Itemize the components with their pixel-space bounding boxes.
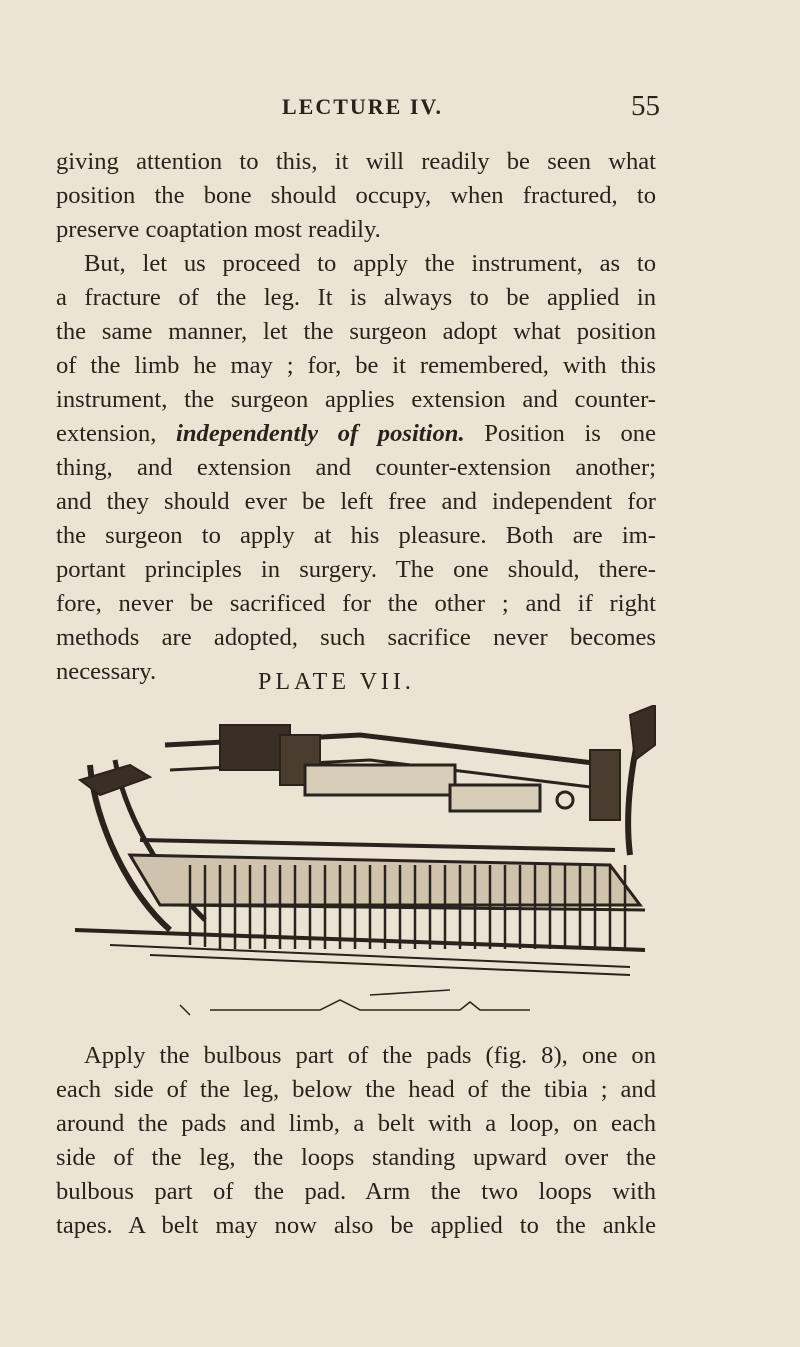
text-line: Apply the bulbous part of the pads (fig. 8), one on [84,1042,656,1069]
plate-illustration [70,705,660,1035]
strap-line [210,1000,530,1010]
text-line: each side of the leg, below the head of the tibia ; and [56,1076,656,1103]
text-run: extension, [56,420,177,447]
text-line: instrument, the surgeon applies extension and counter- [56,386,656,413]
text-line: thing, and extension and counter-extension another; [56,454,656,481]
text-line: tapes. A belt may now also be applied to the ankle [56,1212,656,1239]
text-line: preserve coaptation most readily. [56,216,381,243]
text-line: the surgeon to apply at his pleasure. Both are im- [56,522,656,549]
text-line [56,417,656,451]
text-line: giving attention to this, it will readily be seen what [56,148,656,175]
text-line: bulbous part of the pad. Arm the two loops with [56,1178,656,1205]
text-line: and they should ever be left free and independent for [56,488,656,515]
text-line: necessary. [56,658,157,685]
text-line: a fracture of the leg. It is always to be applied in [56,284,656,311]
text-line: portant principles in surgery. The one should, there- [56,556,656,583]
text-run: Position is one [464,420,656,447]
text-line: of the limb he may ; for, be it remembered, with this [56,352,656,379]
emphasis-text: independently of position. [176,420,465,447]
page-number: 55 [631,90,660,122]
running-title: LECTURE IV. [282,94,443,119]
plate-title: PLATE VII. [258,669,415,695]
paragraph-3 [56,1039,656,1243]
paragraph-2 [56,247,656,689]
running-head [260,90,660,126]
text-line: methods are adopted, such sacrifice never becomes [56,624,656,651]
text-line: But, let us proceed to apply the instrument, as to [84,250,656,277]
text-line: side of the leg, the loops standing upward over the [56,1144,656,1171]
text-line: the same manner, let the surgeon adopt what position [56,318,656,345]
text-line: position the bone should occupy, when fractured, to [56,182,656,209]
paragraph-1 [56,145,656,247]
text-line: around the pads and limb, a belt with a loop, on each [56,1110,656,1137]
text-line: fore, never be sacrificed for the other ; and if right [56,590,656,617]
